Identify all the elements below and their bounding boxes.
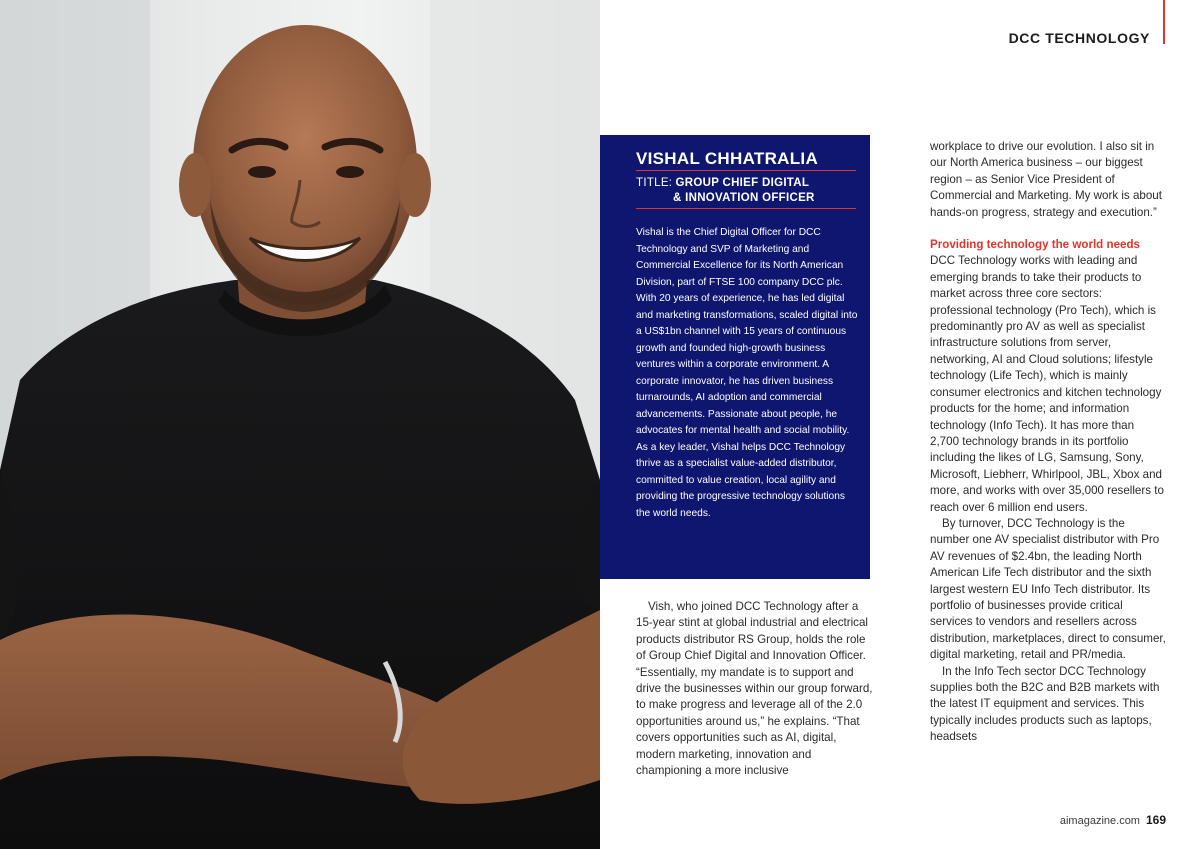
- article-column-left: [636, 599, 876, 779]
- article-subheading: Providing technology the world needs: [930, 238, 1140, 252]
- page-footer: [1060, 813, 1166, 827]
- article-column-right: [930, 139, 1166, 746]
- article-paragraph: DCC Technology works with leading and emerging brands to take their products to market across three core sectors: professional technology (Pro Tech), which is predominantly pro AV as well as specialist infrastructure solutions from server, networking, AI and Cloud solutions; lifestyle technology (Life Tech), which is mainly consumer electronics and kitchen technology products for the home; and information technology (Info Tech). It has more than 2,700 technology brands in its portfolio including the likes of LG, Samsung, Sony, Microsoft, Liebherr, Whirlpool, JBL, Xbox and more, and works with over 35,000 resellers to reach over 6 million end users.: [930, 254, 1164, 514]
- profile-title-line1: GROUP CHIEF DIGITAL: [675, 177, 810, 189]
- profile-title: [636, 176, 856, 209]
- profile-name: VISHAL CHHATRALIA: [636, 149, 856, 171]
- profile-title-line2: & INNOVATION OFFICER: [673, 192, 815, 204]
- profile-title-label: TITLE:: [636, 177, 673, 189]
- article-paragraph: In the Info Tech sector DCC Technology supplies both the B2C and B2B markets with the latest IT equipment and services. This typically includes products such as laptops, headsets: [930, 664, 1160, 744]
- article-paragraph: workplace to drive our evolution. I also sit in our North America business – our biggest region – as Senior Vice President of Commercial and Marketing. My work is about hands-on progress, strategy and execution.”: [930, 140, 1162, 219]
- profile-box: [600, 135, 870, 579]
- header-accent-rule: [1163, 0, 1165, 44]
- article-paragraph: By turnover, DCC Technology is the number one AV specialist distributor with Pro AV revenues of $2.4bn, the leading North American Life Tech distributor and the sixth largest western EU Info Tech distributor. Its portfolio of businesses provide critical services to vendors and resellers across distribution, marketplaces, direct to consumer, digital marketing, retail and PR/media.: [930, 516, 1166, 662]
- article-paragraph: Vish, who joined DCC Technology after a 15-year stint at global industrial and electrical products distributor RS Group, holds the role of Group Chief Digital and Innovation Officer. “Essentially, my mandate is to support and drive the businesses within our group forward, to make progress and leverage all of the 2.0 opportunities around us,” he explains. “That covers opportunities such as AI, digital, modern marketing, innovation and championing a more inclusive: [636, 600, 873, 778]
- footer-site: aimagazine.com: [1059, 815, 1140, 827]
- profile-bio: Vishal is the Chief Digital Officer for DCC Technology and SVP of Marketing and Commercial Excellence for its North American Division, part of FTSE 100 company DCC plc. With 20 years of experience, he has led digital and marketing transformations, scaled digital into a US$1bn channel with 15 years of continuous growth and founded high-growth business ventures within a corporate environment. A corporate innovator, he has driven business turnarounds, AI adoption and commercial advancements. Passionate about people, he advocates for mental health and social mobility. As a key leader, Vishal helps DCC Technology thrive as a specialist value-added distributor, committed to value creation, local agility and providing the progressive technology solutions the world needs.: [636, 227, 858, 519]
- page-number: 169: [1145, 813, 1166, 827]
- section-label: DCC TECHNOLOGY: [1008, 30, 1150, 46]
